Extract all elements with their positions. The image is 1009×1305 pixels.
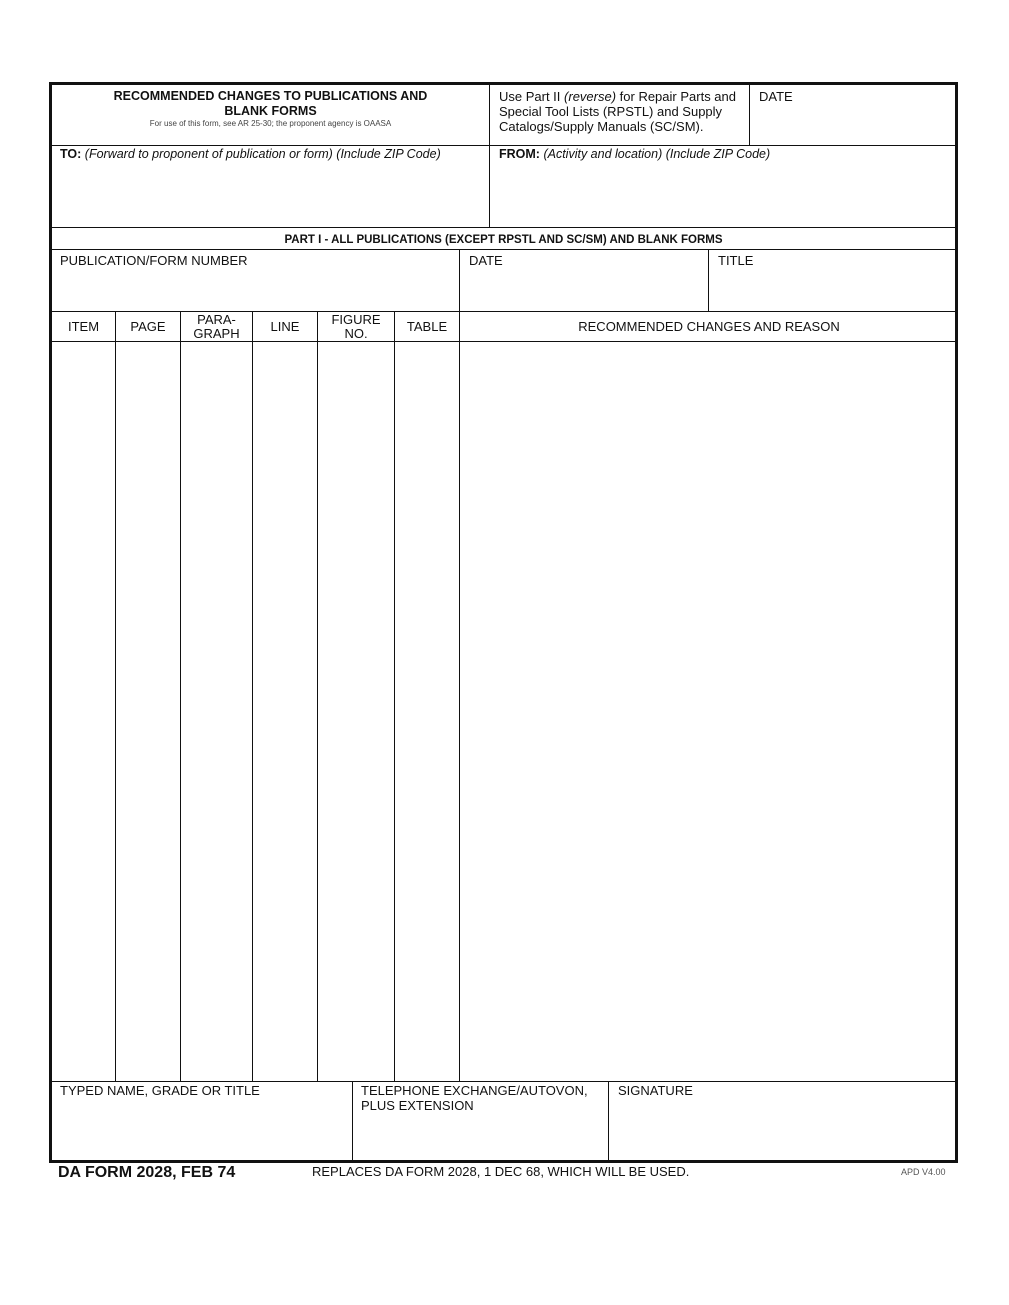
to-label: TO: — [60, 147, 82, 161]
to-label-group — [60, 147, 441, 162]
col-table-header — [395, 312, 459, 342]
col-figure-label-1: FIGURE — [331, 312, 381, 327]
col-item-label: ITEM — [67, 319, 100, 334]
signature-field[interactable] — [609, 1099, 955, 1159]
recommended-changes-field[interactable] — [460, 342, 955, 1081]
form-title-line1: RECOMMENDED CHANGES TO PUBLICATIONS AND — [113, 89, 428, 103]
pub-date-label: DATE — [469, 253, 503, 268]
to-hint: (Forward to proponent of publication or form) (Include ZIP Code) — [84, 147, 441, 161]
telephone-field[interactable] — [353, 1115, 608, 1159]
col-paragraph-label-1: PARA- — [197, 312, 236, 327]
col-item-header — [52, 312, 115, 342]
item-column-field[interactable] — [52, 342, 115, 1081]
col-figure-label-2: NO. — [344, 326, 368, 341]
telephone-label — [361, 1083, 588, 1113]
version-label: APD V4.00 — [901, 1167, 946, 1177]
col-recommended-label: RECOMMENDED CHANGES AND REASON — [578, 319, 840, 334]
col-paragraph-label-2: GRAPH — [193, 326, 240, 341]
pub-number-field[interactable] — [52, 269, 459, 309]
header-date-label: DATE — [759, 89, 793, 104]
header-date-field[interactable] — [750, 105, 955, 145]
rpstl-note-pre: Use Part II — [499, 89, 565, 104]
divider — [489, 85, 490, 145]
col-line-header — [253, 312, 317, 342]
from-label: FROM: — [499, 147, 540, 161]
form-title — [52, 89, 489, 129]
col-line-label: LINE — [270, 319, 300, 334]
col-page-header — [116, 312, 180, 342]
typed-name-label: TYPED NAME, GRADE OR TITLE — [60, 1083, 260, 1098]
pub-title-label: TITLE — [718, 253, 754, 268]
col-page-label: PAGE — [130, 319, 166, 334]
divider — [52, 227, 955, 228]
col-recommended-header — [460, 312, 958, 342]
from-field[interactable] — [490, 163, 955, 225]
telephone-label-2: PLUS EXTENSION — [361, 1098, 474, 1113]
divider — [52, 145, 955, 146]
rpstl-note-italic: (reverse) — [564, 89, 617, 104]
telephone-label-1: TELEPHONE EXCHANGE/AUTOVON, — [361, 1083, 588, 1098]
rpstl-note — [499, 89, 749, 134]
table-column-field[interactable] — [395, 342, 459, 1081]
pub-number-label: PUBLICATION/FORM NUMBER — [60, 253, 248, 268]
col-figure-header — [318, 312, 394, 342]
signature-label: SIGNATURE — [618, 1083, 693, 1098]
pub-date-field[interactable] — [460, 269, 708, 309]
form-title-line2: BLANK FORMS — [224, 104, 317, 118]
from-label-group — [499, 147, 770, 162]
paragraph-column-field[interactable] — [181, 342, 252, 1081]
col-paragraph-header — [181, 312, 252, 342]
rpstl-note-post: for Repair Parts and Special Tool Lists (RPSTL) and Supply Catalogs/Supply Manuals (SC/SM). — [499, 89, 736, 134]
divider — [52, 249, 955, 250]
part1-heading: PART I - ALL PUBLICATIONS (EXCEPT RPSTL AND SC/SM) AND BLANK FORMS — [284, 234, 723, 246]
from-hint: (Activity and location) (Include ZIP Code) — [543, 147, 771, 161]
form-frame — [49, 82, 958, 1163]
divider — [52, 1081, 955, 1082]
form-id: DA FORM 2028, FEB 74 — [58, 1164, 236, 1181]
figure-column-field[interactable] — [318, 342, 394, 1081]
pub-title-field[interactable] — [709, 269, 955, 309]
replaces-note: REPLACES DA FORM 2028, 1 DEC 68, WHICH WILL BE USED. — [312, 1164, 690, 1179]
to-field[interactable] — [52, 163, 489, 225]
page-column-field[interactable] — [116, 342, 180, 1081]
line-column-field[interactable] — [253, 342, 317, 1081]
typed-name-field[interactable] — [52, 1099, 352, 1159]
form-subtitle: For use of this form, see AR 25-30; the proponent agency is OAASA — [149, 119, 392, 128]
col-table-label: TABLE — [406, 319, 448, 334]
